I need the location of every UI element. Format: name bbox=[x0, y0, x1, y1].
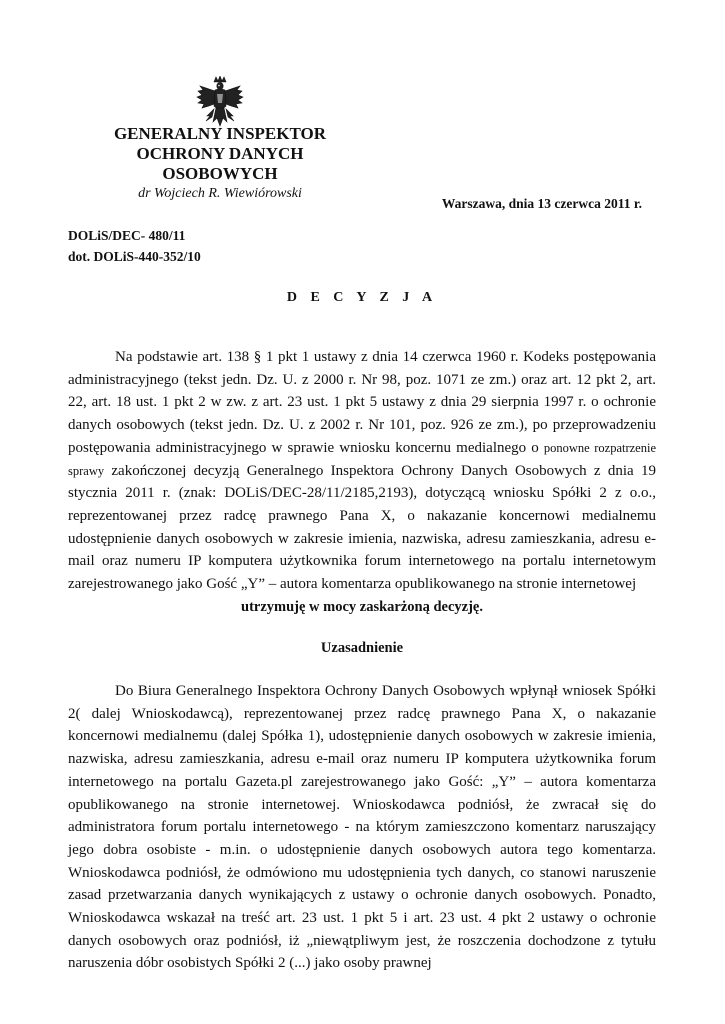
issuer-name bbox=[100, 124, 340, 184]
paragraph-1-small-text: ponowne rozpatrzenie sprawy bbox=[68, 440, 656, 478]
ruling-sentence: utrzymuję w mocy zaskarżoną decyzję. bbox=[241, 599, 483, 615]
issuer-line-3: OSOBOWYCH bbox=[162, 164, 278, 183]
justification-paragraph: Do Biura Generalnego Inspektora Ochrony Danych Osobowych wpłynął wniosek Spółki 2( dalej Wnioskodawcą), reprezentowanej przez radcę prawnego Pana X, o nakazanie koncernowi medialnemu (dalej Spółka 1), udostępnienie danych osobowych w zakresie imienia, nazwiska, adresu zamieszkania, adresu e-mail oraz numeru IP komputera użytkownika forum internetowego na portalu Gazeta.pl zarejestrowanego jako Gość: „Y” – autora komentarza opublikowanego na stronie internetowej. Wnioskodawca podniósł, że zwracał się do administratora forum portalu internetowego - na którym zamieszczono komentarz naruszający jego dobra osobiste - m.in. o udostępnienie danych osobowych autora tego komentarza. Wnioskodawca podniósł, że odmówiono mu udostępnienia tych danych, co stanowi naruszenie zasad przetwarzania danych wynikających z ustawy o ochronie danych osobowych. Ponadto, Wnioskodawca wskazał na treść art. 23 ust. 1 pkt 5 i art. 23 ust. 4 pkt 2 ustawy o ochronie danych osobowych oraz podniósł, iż „niewątpliwym jest, że roszczenia dochodzone z tytułu naruszenia dóbr osobistych Spółki 2 (...) jako osoby prawnej bbox=[68, 683, 656, 972]
signer-name: dr Wojciech R. Wiewiórowski bbox=[138, 186, 302, 201]
justification-heading: Uzasadnienie bbox=[320, 640, 404, 656]
paragraph-1-text-a: Na podstawie art. 138 § 1 pkt 1 ustawy z dnia 14 czerwca 1960 r. Kodeks postępowania administracyjnego (tekst jedn. Dz. U. z 2000 r. Nr 98, poz. 1071 ze zm.) oraz art. 12 pkt 2, art. 22, art. 18 ust. 1 pkt 2 w zw. z art. 23 ust. 1 pkt 5 ustawy z dnia 29 sierpnia 1997 r. o ochronie danych osobowych (tekst jedn. Dz. U. z 2002 r. Nr 101, poz. 926 ze zm.), po przeprowadzeniu postępowania administracyjnego w sprawie wniosku koncernu medialnego o bbox=[68, 349, 656, 456]
decision-title: D E C Y Z J A bbox=[286, 290, 438, 305]
issuer-line-1: GENERALNY INSPEKTOR bbox=[113, 124, 327, 143]
legal-basis-paragraph bbox=[68, 346, 656, 596]
reference-number-1: DOLiS/DEC- 480/11 bbox=[68, 228, 186, 243]
reference-number-2: dot. DOLiS-440-352/10 bbox=[68, 249, 201, 264]
issuer-line-2: OCHRONY DANYCH bbox=[136, 144, 304, 163]
place-and-date: Warszawa, dnia 13 czerwca 2011 r. bbox=[441, 196, 642, 211]
paragraph-1-text-b: zakończonej decyzją Generalnego Inspektora Ochrony Danych Osobowych z dnia 19 stycznia 2011 r. (znak: DOLiS/DEC-28/11/2185,2193), dotyczącą wniosku Spółki 2 z o.o., reprezentowanej przez radcę prawnego Pana X, o nakazanie koncernowi medialnemu udostępnienie danych osobowych w zakresie imienia, nazwiska, adresu zamieszkania, adresu e-mail oraz numeru IP komputera użytkownika forum internetowego na portalu internetowym zarejestrowanego jako Gość „Y” – autora komentarza opublikowanego na stronie internetowej bbox=[68, 462, 656, 593]
reference-numbers bbox=[68, 225, 201, 267]
